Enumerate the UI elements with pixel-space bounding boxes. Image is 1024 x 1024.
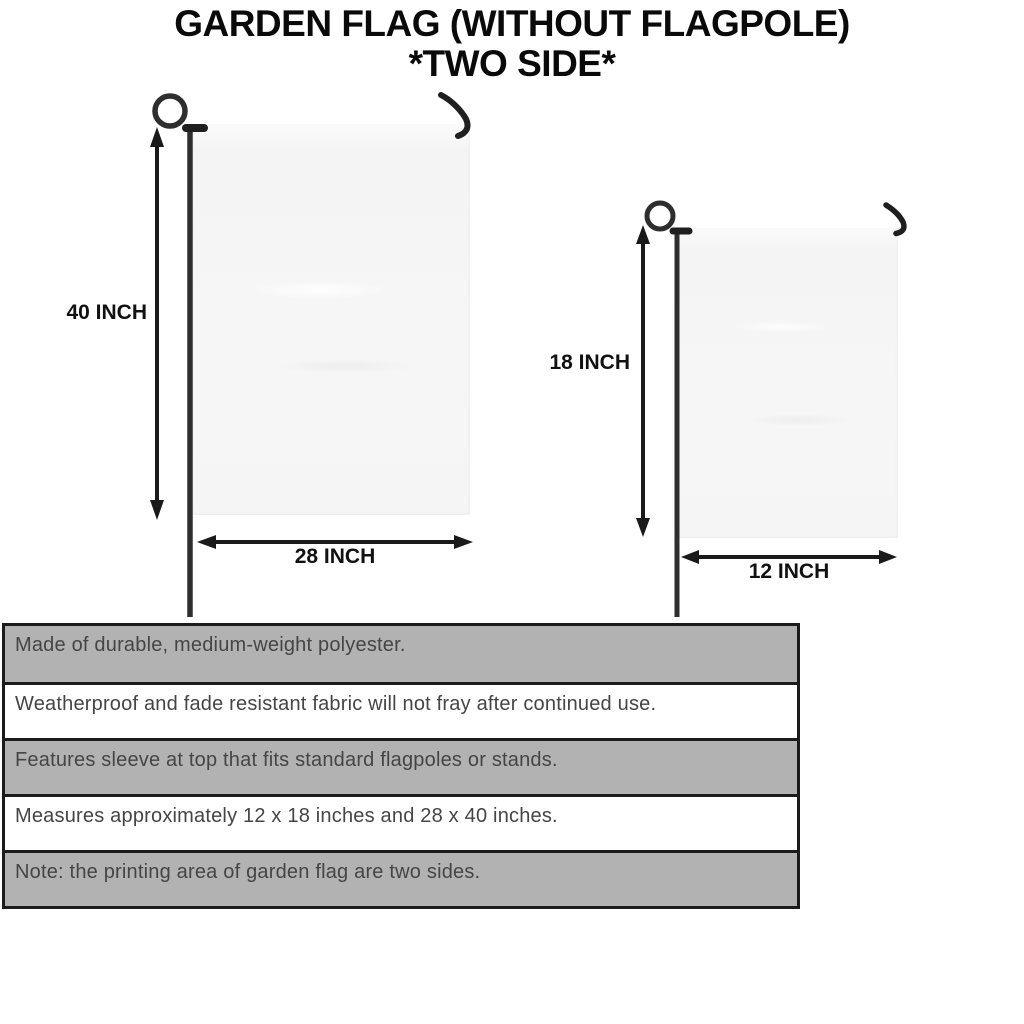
fabric-crease — [744, 414, 854, 426]
small-height-arrow — [636, 225, 650, 537]
small-width-label: 12 INCH — [748, 560, 830, 583]
small-flag-fabric — [678, 228, 898, 538]
feature-row: Note: the printing area of garden flag are two sides. — [5, 850, 797, 906]
page-title — [0, 4, 1024, 84]
large-height-arrow — [150, 127, 164, 520]
feature-row: Made of durable, medium-weight polyester. — [5, 626, 797, 682]
title-line-2: *TWO SIDE* — [408, 43, 616, 84]
large-flag-fabric — [193, 124, 470, 515]
large-height-label: 40 INCH — [66, 301, 147, 324]
feature-row: Weatherproof and fade resistant fabric will not fray after continued use. — [5, 682, 797, 738]
fabric-crease — [276, 359, 415, 375]
fabric-crease — [243, 280, 395, 300]
feature-table — [2, 623, 800, 909]
feature-row: Features sleeve at top that fits standard flagpoles or stands. — [5, 738, 797, 794]
fabric-crease — [733, 321, 832, 333]
large-width-label: 28 INCH — [294, 545, 376, 568]
small-height-label: 18 INCH — [549, 351, 630, 374]
feature-row: Measures approximately 12 x 18 inches and 28 x 40 inches. — [5, 794, 797, 850]
title-line-1: GARDEN FLAG (WITHOUT FLAGPOLE) — [174, 3, 850, 44]
